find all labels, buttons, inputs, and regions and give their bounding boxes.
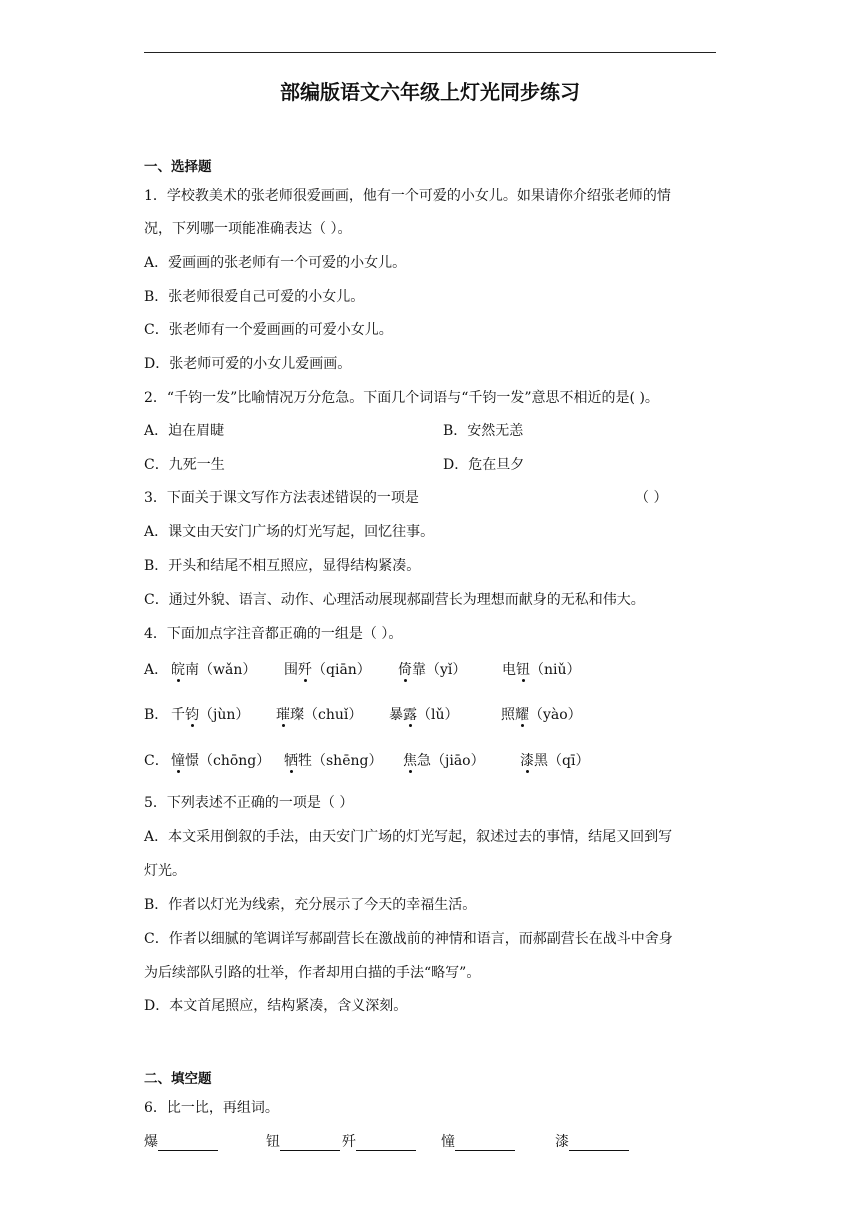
question-4-stem: 4．下面加点字注音都正确的一组是（ ）。 xyxy=(144,626,403,642)
blank-char: 憧 xyxy=(441,1134,455,1150)
pinyin-text: （jùn） xyxy=(199,707,250,723)
pinyin-text: 南（wǎn） xyxy=(185,662,257,678)
question-1-stem: 1．学校教美术的张老师很爱画画，他有一个可爱的小女儿。如果请你介绍张老师的情 xyxy=(144,188,671,204)
question-5-option-d: D．本文首尾照应，结构紧凑，含义深刻。 xyxy=(144,998,408,1014)
question-5-option-b: B．作者以灯光为线索，充分展示了今天的幸福生活。 xyxy=(144,897,477,913)
question-2-option-c: C．九死一生 xyxy=(144,457,225,473)
pinyin-item xyxy=(171,706,249,724)
pinyin-item xyxy=(520,752,589,770)
question-2-option-b: B．安然无恙 xyxy=(443,423,524,439)
question-3-option-b: B．开头和结尾不相互照应，显得结构紧凑。 xyxy=(144,558,421,574)
question-3-stem: 3．下面关于课文写作方法表述错误的一项是 xyxy=(144,490,419,506)
dotted-char: 钧 xyxy=(185,707,199,723)
pinyin-text: （lǔ） xyxy=(417,707,459,723)
pinyin-item xyxy=(171,752,270,770)
pinyin-text: 璨（chuǐ） xyxy=(290,707,363,723)
answer-blank[interactable] xyxy=(158,1136,218,1151)
pinyin-text: （niǔ） xyxy=(530,662,581,678)
question-2-option-a: A．迫在眉睫 xyxy=(144,423,225,439)
dotted-char: 璀 xyxy=(276,707,290,723)
question-3-option-a: A．课文由天安门广场的灯光写起，回忆往事。 xyxy=(144,524,435,540)
pinyin-item xyxy=(171,661,256,679)
pinyin-text: （qiān） xyxy=(312,662,371,678)
question-1-option-b: B．张老师很爱自己可爱的小女儿。 xyxy=(144,289,365,305)
pinyin-text: 牲（shēng） xyxy=(298,753,383,769)
pinyin-item xyxy=(284,752,382,770)
question-1-option-a: A．爱画画的张老师有一个可爱的小女儿。 xyxy=(144,255,407,271)
question-6-stem: 6．比一比，再组词。 xyxy=(144,1100,279,1116)
question-5-option-a-cont: 灯光。 xyxy=(144,863,186,879)
answer-blank[interactable] xyxy=(356,1136,416,1151)
page-title: 部编版语文六年级上灯光同步练习 xyxy=(280,80,580,104)
pinyin-item xyxy=(284,661,371,679)
question-2-option-d: D．危在旦夕 xyxy=(443,457,525,473)
dotted-char: 漆 xyxy=(520,753,534,769)
question-1-option-d: D．张老师可爱的小女儿爱画画。 xyxy=(144,356,352,372)
dotted-char: 钮 xyxy=(516,662,530,678)
question-4-option-label: C． xyxy=(144,753,169,769)
dotted-char: 牺 xyxy=(284,753,298,769)
pinyin-text: 靠（yǐ） xyxy=(412,662,467,678)
pinyin-item xyxy=(403,752,485,770)
fill-blank-item xyxy=(266,1133,340,1151)
pinyin-text: （yào） xyxy=(529,707,582,723)
pinyin-text: 黑（qī） xyxy=(534,753,590,769)
section-heading: 一、选择题 xyxy=(144,159,212,175)
section-heading: 二、填空题 xyxy=(144,1071,212,1087)
dotted-char: 歼 xyxy=(298,662,312,678)
question-5-option-a: A．本文采用倒叙的手法，由天安门广场的灯光写起，叙述过去的事情，结尾又回到写 xyxy=(144,829,673,845)
fill-blank-item xyxy=(342,1133,416,1151)
plain-char: 暴 xyxy=(389,707,403,723)
blank-char: 爆 xyxy=(144,1134,158,1150)
dotted-char: 皖 xyxy=(171,662,185,678)
pinyin-text: 急（jiāo） xyxy=(417,753,485,769)
answer-blank[interactable] xyxy=(569,1136,629,1151)
dotted-char: 耀 xyxy=(515,707,529,723)
pinyin-item xyxy=(501,706,582,724)
question-5-stem: 5．下列表述不正确的一项是（ ） xyxy=(144,795,354,811)
plain-char: 围 xyxy=(284,662,298,678)
blank-char: 漆 xyxy=(555,1134,569,1150)
dotted-char: 倚 xyxy=(398,662,412,678)
question-4-option-label: B． xyxy=(144,707,169,723)
pinyin-item xyxy=(276,706,362,724)
fill-blank-item xyxy=(441,1133,515,1151)
question-2-stem: 2．“千钧一发”比喻情况万分危急。下面几个词语与“千钧一发”意思不相近的是( )。 xyxy=(144,390,659,406)
question-1-option-c: C．张老师有一个爱画画的可爱小女儿。 xyxy=(144,322,393,338)
dotted-char: 憧 xyxy=(171,753,185,769)
pinyin-item xyxy=(398,661,466,679)
plain-char: 千 xyxy=(171,707,185,723)
pinyin-text: 憬（chōng） xyxy=(185,753,271,769)
question-1-stem-cont: 况，下列哪一项能准确表达（ ）。 xyxy=(144,221,352,237)
question-3-option-c: C．通过外貌、语言、动作、心理活动展现郝副营长为理想而献身的无私和伟大。 xyxy=(144,592,645,608)
answer-blank[interactable] xyxy=(280,1136,340,1151)
plain-char: 电 xyxy=(502,662,516,678)
plain-char: 照 xyxy=(501,707,515,723)
dotted-char: 焦 xyxy=(403,753,417,769)
question-5-option-c: C．作者以细腻的笔调详写郝副营长在激战前的神情和语言，而郝副营长在战斗中舍身 xyxy=(144,931,673,947)
blank-char: 钮 xyxy=(266,1134,280,1150)
pinyin-item xyxy=(389,706,459,724)
answer-blank[interactable] xyxy=(455,1136,515,1151)
question-5-option-c-cont: 为后续部队引路的壮举，作者却用白描的手法“略写”。 xyxy=(144,965,481,981)
blank-char: 歼 xyxy=(342,1134,356,1150)
header-rule xyxy=(144,52,716,53)
question-3-answer-paren: （ ） xyxy=(635,490,668,506)
fill-blank-item xyxy=(555,1133,629,1151)
question-4-option-label: A． xyxy=(144,662,169,678)
fill-blank-item xyxy=(144,1133,218,1151)
pinyin-item xyxy=(502,661,581,679)
dotted-char: 露 xyxy=(403,707,417,723)
